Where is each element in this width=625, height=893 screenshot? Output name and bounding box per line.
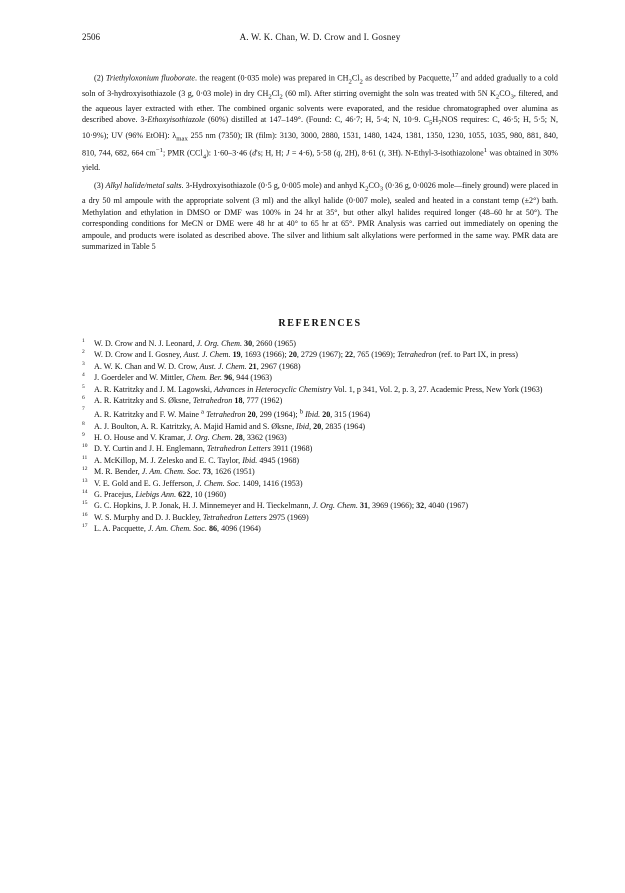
reference-number: 3 <box>82 360 85 367</box>
reference-text: A. R. Katritzky and S. Øksne, Tetrahedron 18, 777 (1962) <box>94 396 283 406</box>
paragraph-triethyloxonium: (2) Triethyloxonium fluoborate. the reagent (0·035 mole) was prepared in $CH_2Cl_2$ as described by Pacquette,$^{17}$ and added gradually to a cold soln of 3-hydroxyisothiazole (3 g, 0·03 mole) in dry $CH_2Cl_2$ (60 ml). After stirring overnight the soln was treated with 5N $K_2CO_3$, filtered, and the aqueous layer extracted with ether. The combined organic solvents were evaporated, and the residue chromatographed over alumina as described above. 3-Ethoxyisothiazole (60%) distilled at 147–149°. (Found: C, 46·7; H, 5·4; N, 10·9. $C_5H_7NOS$ requires: C, 46·5; H, 5·5; N, 10·9%); UV (96% EtOH): $\lambda_{max}$ 255 nm (7350); IR (film): 3130, 3000, 2880, 1531, 1480, 1424, 1381, 1350, 1230, 1055, 1035, 980, 881, 840, 810, 744, 682, 664 $cm^{-1}$; PMR (CCl$_4$): 1·60–3·46 (d's; H, H; J = 4·6), 5·58 (q, 2H), 8·61 (t, 3H). N-Ethyl-3-isothiazolone$^1$ was obtained in 30% yield. <box>82 72 558 173</box>
reference-number: 2 <box>82 349 85 356</box>
reference-list <box>82 338 558 535</box>
reference-item <box>82 523 558 534</box>
reference-number: 1 <box>82 338 85 344</box>
reference-text: A. R. Katritzky and F. W. Maine $^a$ Tetrahedron 20, 299 (1964); $^b$ Ibid. 20, 315 (1964) <box>94 408 371 420</box>
reference-item <box>82 466 558 477</box>
reference-text: W. D. Crow and N. J. Leonard, J. Org. Chem. 30, 2660 (1965) <box>94 339 296 348</box>
reference-number: 5 <box>82 383 85 390</box>
reference-text: A. J. Boulton, A. R. Katritzky, A. Majid Hamid and S. Øksne, Ibid, 20, 2835 (1964) <box>94 421 366 431</box>
reference-text: D. Y. Curtin and J. H. Englemann, Tetrahedron Letters 3911 (1968) <box>94 444 313 454</box>
reference-item <box>82 489 558 500</box>
reference-item <box>82 406 558 420</box>
reference-item <box>82 349 558 360</box>
paragraph-alkyl-halide: (3) Alkyl halide/metal salts. 3-Hydroxyisothiazole (0·5 g, 0·005 mole) and anhyd $K_2CO_3$ (0·36 g, 0·0026 mole—finely ground) were placed in a dry 50 ml ampoule with the appropriate solvent (3 ml) and the alkyl halide (0·007 mole), sealed and heated in a constant temp (±2°) bath. Methylation and ethylation in DMSO or DMF was 100% in 24 hr at 35°, but other alkyl halides required longer (48–60 hr at 50°). The corresponding conditions for MeCN or DME were 48 hr at 40° to 65 hr at 65°. PMR Analysis was carried out immediately on opening the ampoule, and products were isolated as described above. The silver and lithium salt alkylations were performed in the same way. PMR data are summarized in Table 5 <box>82 180 559 252</box>
references-heading: REFERENCES <box>278 318 362 329</box>
running-header <box>82 30 558 44</box>
reference-item <box>82 512 558 523</box>
running-title-authors: A. W. K. Chan, W. D. Crow and I. Gosney <box>239 32 401 42</box>
reference-item <box>82 455 558 466</box>
reference-number: 4 <box>82 372 85 379</box>
reference-item <box>82 443 558 454</box>
reference-number: 13 <box>82 477 88 484</box>
reference-item <box>82 432 558 443</box>
reference-text: G. C. Hopkins, J. P. Jonak, H. J. Minnemeyer and H. Tieckelmann, J. Org. Chem. 31, 3969 (1966); 32, 4040 (1967) <box>94 501 469 511</box>
reference-text: A. R. Katritzky and J. M. Lagowski, Advances in Heterocyclic Chemistry Vol. 1, p 341, Vol. 2, p. 3, 27. Academic Press, New York (1963) <box>94 384 543 394</box>
reference-text: J. Goerdeler and W. Mittler, Chem. Ber. 96, 944 (1963) <box>94 373 272 383</box>
reference-number: 9 <box>82 431 85 438</box>
reference-text: A. W. K. Chan and W. D. Crow, Aust. J. Chem. 21, 2967 (1968) <box>94 361 301 371</box>
reference-number: 15 <box>82 500 88 507</box>
reference-number: 16 <box>82 511 88 518</box>
reference-number: 11 <box>82 454 88 461</box>
page-number: 2506 <box>82 32 100 42</box>
reference-item <box>82 500 558 511</box>
reference-item <box>82 421 558 432</box>
reference-item <box>82 478 558 489</box>
experimental-text <box>82 70 558 259</box>
reference-text: G. Pracejus, Liebigs Ann. 622, 10 (1960) <box>94 489 227 499</box>
reference-number: 17 <box>82 523 88 530</box>
reference-number: 7 <box>82 406 85 413</box>
reference-text: M. R. Bender, J. Am. Chem. Soc. 73, 1626 (1951) <box>94 467 255 477</box>
reference-number: 8 <box>82 420 85 427</box>
reference-text: L. A. Pacquette, J. Am. Chem. Soc. 86, 4096 (1964) <box>94 524 261 534</box>
reference-item <box>82 395 558 406</box>
reference-text: A. McKillop, M. J. Zelesko and E. C. Taylor, Ibid. 4945 (1968) <box>94 455 300 465</box>
reference-text: V. E. Gold and E. G. Jefferson, J. Chem. Soc. 1409, 1416 (1953) <box>94 478 303 488</box>
reference-number: 10 <box>82 443 88 450</box>
reference-item <box>82 361 558 372</box>
reference-item <box>82 372 558 383</box>
reference-number: 14 <box>82 488 88 495</box>
reference-text: W. D. Crow and I. Gosney, Aust. J. Chem. 19, 1693 (1966); 20, 2729 (1967); 22, 765 (1969); Tetrahedron (ref. to Part IX, in press) <box>94 350 518 360</box>
reference-number: 6 <box>82 395 85 402</box>
reference-text: H. O. House and V. Kramar, J. Org. Chem. 28, 3362 (1963) <box>94 432 287 442</box>
reference-item <box>82 384 558 395</box>
reference-item <box>82 338 558 349</box>
reference-text: W. S. Murphy and D. J. Buckley, Tetrahedron Letters 2975 (1969) <box>94 512 309 522</box>
reference-number: 12 <box>82 466 88 473</box>
